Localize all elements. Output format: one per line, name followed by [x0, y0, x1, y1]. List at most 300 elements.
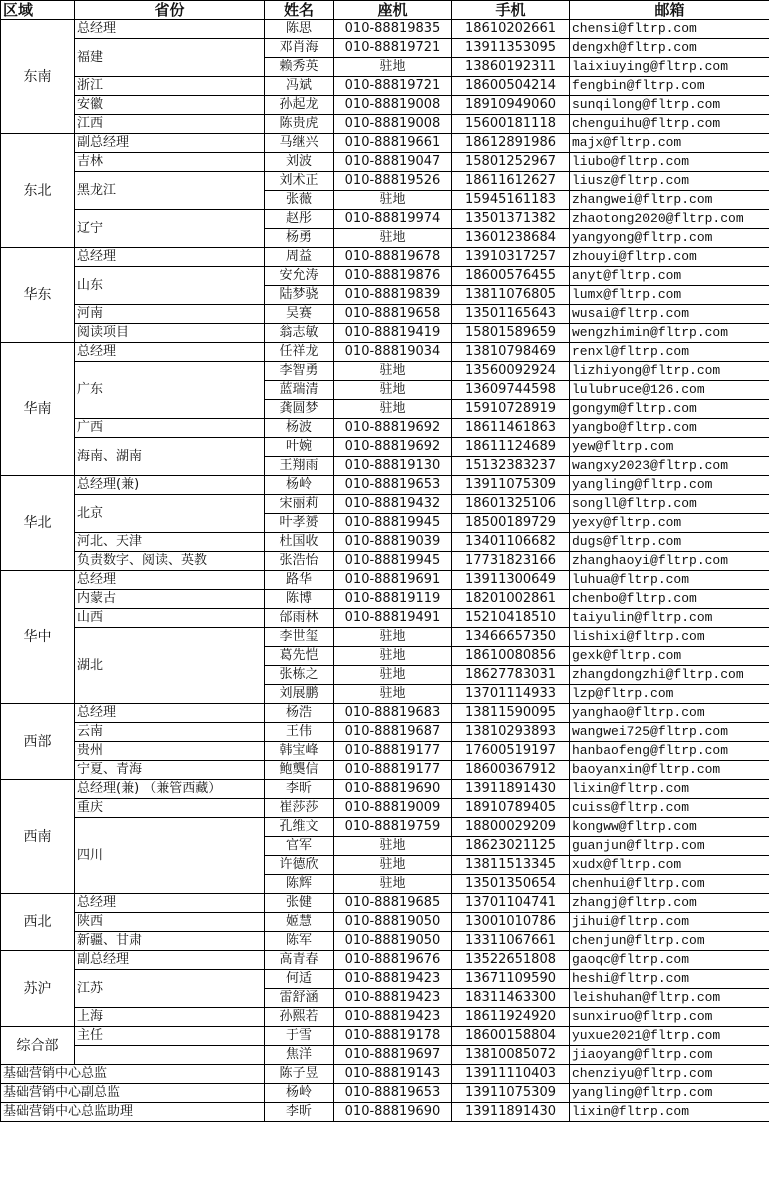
landline-cell: 010-88819009 [334, 799, 452, 818]
province-cell: 北京 [75, 495, 265, 533]
email-cell[interactable]: dugs@fltrp.com [570, 533, 769, 552]
region-cell: 综合部 [1, 1027, 75, 1065]
landline-cell: 010-88819697 [334, 1046, 452, 1065]
email-cell[interactable]: kongww@fltrp.com [570, 818, 769, 837]
region-cell: 华北 [1, 476, 75, 571]
region-cell: 华东 [1, 248, 75, 343]
mobile-cell: 13810293893 [452, 723, 570, 742]
landline-cell: 驻地 [334, 666, 452, 685]
province-cell: 上海 [75, 1008, 265, 1027]
region-cell: 华中 [1, 571, 75, 704]
name-cell: 崔莎莎 [265, 799, 334, 818]
name-cell: 于雪 [265, 1027, 334, 1046]
landline-cell: 010-88819039 [334, 533, 452, 552]
mobile-cell: 13810085072 [452, 1046, 570, 1065]
mobile-cell: 13810798469 [452, 343, 570, 362]
province-cell: 四川 [75, 818, 265, 894]
mobile-cell: 18201002861 [452, 590, 570, 609]
name-cell: 陈思 [265, 20, 334, 39]
province-cell: 新疆、甘肃 [75, 932, 265, 951]
mobile-cell: 13911110403 [452, 1065, 570, 1084]
landline-cell: 010-88819143 [334, 1065, 452, 1084]
table-row [1, 134, 769, 153]
landline-cell: 010-88819047 [334, 153, 452, 172]
email-cell[interactable]: wengzhimin@fltrp.com [570, 324, 769, 343]
name-cell: 李昕 [265, 780, 334, 799]
mobile-cell: 13311067661 [452, 932, 570, 951]
province-cell: 江西 [75, 115, 265, 134]
province-cell: 副总经理 [75, 951, 265, 970]
mobile-cell: 13466657350 [452, 628, 570, 647]
email-cell[interactable]: fengbin@fltrp.com [570, 77, 769, 96]
email-cell[interactable]: wusai@fltrp.com [570, 305, 769, 324]
email-cell[interactable]: lishixi@fltrp.com [570, 628, 769, 647]
header-name: 姓名 [265, 1, 334, 20]
email-cell[interactable]: laixiuying@fltrp.com [570, 58, 769, 77]
name-cell: 陈辉 [265, 875, 334, 894]
table-row [1, 780, 769, 799]
mobile-cell: 18611612627 [452, 172, 570, 191]
email-cell[interactable]: chenhui@fltrp.com [570, 875, 769, 894]
email-cell[interactable]: majx@fltrp.com [570, 134, 769, 153]
name-cell: 张栋之 [265, 666, 334, 685]
name-cell: 杜国收 [265, 533, 334, 552]
name-cell: 焦洋 [265, 1046, 334, 1065]
name-cell: 葛先恺 [265, 647, 334, 666]
name-cell: 王伟 [265, 723, 334, 742]
name-cell: 李智勇 [265, 362, 334, 381]
landline-cell: 010-88819876 [334, 267, 452, 286]
email-cell[interactable]: yuxue2021@fltrp.com [570, 1027, 769, 1046]
province-cell: 广西 [75, 419, 265, 438]
email-cell[interactable]: zhanghaoyi@fltrp.com [570, 552, 769, 571]
name-cell: 雷舒涵 [265, 989, 334, 1008]
mobile-cell: 18910789405 [452, 799, 570, 818]
landline-cell: 驻地 [334, 685, 452, 704]
mobile-cell: 13860192311 [452, 58, 570, 77]
table-row [1, 153, 769, 172]
table-row [1, 20, 769, 39]
email-cell[interactable]: taiyulin@fltrp.com [570, 609, 769, 628]
landline-cell: 010-88819653 [334, 476, 452, 495]
email-cell[interactable]: heshi@fltrp.com [570, 970, 769, 989]
region-cell: 西部 [1, 704, 75, 780]
email-cell[interactable]: luhua@fltrp.com [570, 571, 769, 590]
landline-cell: 010-88819177 [334, 742, 452, 761]
province-cell: 河北、天津 [75, 533, 265, 552]
mobile-cell: 13811590095 [452, 704, 570, 723]
email-cell[interactable]: lulubruce@126.com [570, 381, 769, 400]
mobile-cell: 13560092924 [452, 362, 570, 381]
header-region: 区域 [1, 1, 75, 20]
mobile-cell: 18910949060 [452, 96, 570, 115]
mobile-cell: 13609744598 [452, 381, 570, 400]
header-province: 省份 [75, 1, 265, 20]
mobile-cell: 13811076805 [452, 286, 570, 305]
name-cell: 邓肖海 [265, 39, 334, 58]
email-cell[interactable]: leishuhan@fltrp.com [570, 989, 769, 1008]
name-cell: 叶婉 [265, 438, 334, 457]
email-cell[interactable]: cuiss@fltrp.com [570, 799, 769, 818]
name-cell: 叶孝赟 [265, 514, 334, 533]
mobile-cell: 13522651808 [452, 951, 570, 970]
name-cell: 张薇 [265, 191, 334, 210]
landline-cell: 010-88819177 [334, 761, 452, 780]
name-cell: 杨浩 [265, 704, 334, 723]
mobile-cell: 13911300649 [452, 571, 570, 590]
name-cell: 许德欣 [265, 856, 334, 875]
email-cell[interactable]: jiaoyang@fltrp.com [570, 1046, 769, 1065]
landline-cell: 010-88819419 [334, 324, 452, 343]
mobile-cell: 18600576455 [452, 267, 570, 286]
email-cell[interactable]: yangyong@fltrp.com [570, 229, 769, 248]
title-cell: 基础营销中心总监助理 [1, 1103, 265, 1122]
table-row [1, 1027, 769, 1046]
email-cell[interactable]: anyt@fltrp.com [570, 267, 769, 286]
region-cell: 华南 [1, 343, 75, 476]
table-row [1, 590, 769, 609]
province-cell: 总经理 [75, 20, 265, 39]
province-cell: 海南、湖南 [75, 438, 265, 476]
name-cell: 陈贵虎 [265, 115, 334, 134]
title-cell: 基础营销中心副总监 [1, 1084, 265, 1103]
mobile-cell: 13811513345 [452, 856, 570, 875]
table-row [1, 704, 769, 723]
landline-cell: 010-88819692 [334, 438, 452, 457]
landline-cell: 驻地 [334, 58, 452, 77]
table-row [1, 39, 769, 58]
email-cell[interactable]: yew@fltrp.com [570, 438, 769, 457]
province-cell: 云南 [75, 723, 265, 742]
table-row [1, 324, 769, 343]
mobile-cell: 18600504214 [452, 77, 570, 96]
name-cell: 官军 [265, 837, 334, 856]
name-cell: 陈军 [265, 932, 334, 951]
province-cell: 副总经理 [75, 134, 265, 153]
email-cell[interactable]: lixin@fltrp.com [570, 1103, 769, 1122]
landline-cell: 驻地 [334, 381, 452, 400]
email-cell[interactable]: yangling@fltrp.com [570, 1084, 769, 1103]
email-cell[interactable]: zhaotong2020@fltrp.com [570, 210, 769, 229]
email-cell[interactable]: guanjun@fltrp.com [570, 837, 769, 856]
mobile-cell: 13671109590 [452, 970, 570, 989]
name-cell: 路华 [265, 571, 334, 590]
email-cell[interactable]: zhangwei@fltrp.com [570, 191, 769, 210]
landline-cell: 驻地 [334, 362, 452, 381]
mobile-cell: 18611461863 [452, 419, 570, 438]
mobile-cell: 15801252967 [452, 153, 570, 172]
province-cell: 陕西 [75, 913, 265, 932]
province-cell: 阅读项目 [75, 324, 265, 343]
landline-cell: 010-88819678 [334, 248, 452, 267]
mobile-cell: 18800029209 [452, 818, 570, 837]
email-cell[interactable]: zhouyi@fltrp.com [570, 248, 769, 267]
email-cell[interactable]: liubo@fltrp.com [570, 153, 769, 172]
mobile-cell: 13910317257 [452, 248, 570, 267]
table-row [1, 1103, 769, 1122]
landline-cell: 010-88819676 [334, 951, 452, 970]
landline-cell: 010-88819685 [334, 894, 452, 913]
table-row [1, 267, 769, 286]
table-row [1, 1008, 769, 1027]
landline-cell: 驻地 [334, 875, 452, 894]
email-cell[interactable]: jihui@fltrp.com [570, 913, 769, 932]
email-cell[interactable]: lixin@fltrp.com [570, 780, 769, 799]
region-cell: 东北 [1, 134, 75, 248]
mobile-cell: 15132383237 [452, 457, 570, 476]
mobile-cell: 13501165643 [452, 305, 570, 324]
email-cell[interactable]: liusz@fltrp.com [570, 172, 769, 191]
mobile-cell: 18311463300 [452, 989, 570, 1008]
email-cell[interactable]: xudx@fltrp.com [570, 856, 769, 875]
mobile-cell: 13501371382 [452, 210, 570, 229]
name-cell: 孔维文 [265, 818, 334, 837]
landline-cell: 010-88819683 [334, 704, 452, 723]
name-cell: 高青春 [265, 951, 334, 970]
table-row [1, 799, 769, 818]
header-row [1, 1, 769, 20]
landline-cell: 驻地 [334, 400, 452, 419]
mobile-cell: 13701104741 [452, 894, 570, 913]
email-cell[interactable]: wangwei725@fltrp.com [570, 723, 769, 742]
landline-cell: 010-88819050 [334, 913, 452, 932]
landline-cell: 驻地 [334, 856, 452, 875]
landline-cell: 010-88819945 [334, 514, 452, 533]
province-cell: 辽宁 [75, 210, 265, 248]
province-cell: 总经理 [75, 894, 265, 913]
mobile-cell: 18600158804 [452, 1027, 570, 1046]
mobile-cell: 18500189729 [452, 514, 570, 533]
name-cell: 陈博 [265, 590, 334, 609]
name-cell: 龚圆梦 [265, 400, 334, 419]
email-cell[interactable]: chenbo@fltrp.com [570, 590, 769, 609]
landline-cell: 010-88819034 [334, 343, 452, 362]
mobile-cell: 13911075309 [452, 1084, 570, 1103]
mobile-cell: 18623021125 [452, 837, 570, 856]
name-cell: 陈子昱 [265, 1065, 334, 1084]
email-cell[interactable]: hanbaofeng@fltrp.com [570, 742, 769, 761]
table-row [1, 210, 769, 229]
province-cell: 安徽 [75, 96, 265, 115]
table-row [1, 894, 769, 913]
landline-cell: 驻地 [334, 628, 452, 647]
mobile-cell: 15910728919 [452, 400, 570, 419]
province-cell: 总经理 [75, 343, 265, 362]
table-row [1, 77, 769, 96]
mobile-cell: 18610202661 [452, 20, 570, 39]
table-row [1, 476, 769, 495]
province-cell: 主任 [75, 1027, 265, 1046]
mobile-cell: 13911353095 [452, 39, 570, 58]
name-cell: 杨勇 [265, 229, 334, 248]
name-cell: 刘术正 [265, 172, 334, 191]
region-cell: 苏沪 [1, 951, 75, 1027]
landline-cell: 010-88819687 [334, 723, 452, 742]
name-cell: 孙起龙 [265, 96, 334, 115]
table-row [1, 742, 769, 761]
table-row [1, 248, 769, 267]
province-cell: 内蒙古 [75, 590, 265, 609]
mobile-cell: 18612891986 [452, 134, 570, 153]
table-row [1, 628, 769, 647]
mobile-cell: 18611924920 [452, 1008, 570, 1027]
table-row [1, 818, 769, 837]
table-row [1, 1084, 769, 1103]
province-cell [75, 1046, 265, 1065]
name-cell: 鲍龑信 [265, 761, 334, 780]
title-cell: 基础营销中心总监 [1, 1065, 265, 1084]
email-cell[interactable]: gongym@fltrp.com [570, 400, 769, 419]
mobile-cell: 13911891430 [452, 780, 570, 799]
table-row [1, 571, 769, 590]
landline-cell: 010-88819491 [334, 609, 452, 628]
landline-cell: 010-88819432 [334, 495, 452, 514]
name-cell: 赵彤 [265, 210, 334, 229]
mobile-cell: 18601325106 [452, 495, 570, 514]
email-cell[interactable]: gaoqc@fltrp.com [570, 951, 769, 970]
landline-cell: 010-88819130 [334, 457, 452, 476]
province-cell: 负责数字、阅读、英教 [75, 552, 265, 571]
name-cell: 宋丽莉 [265, 495, 334, 514]
landline-cell: 010-88819690 [334, 1103, 452, 1122]
mobile-cell: 18611124689 [452, 438, 570, 457]
province-cell: 黑龙江 [75, 172, 265, 210]
email-cell[interactable]: chenjun@fltrp.com [570, 932, 769, 951]
table-row [1, 305, 769, 324]
name-cell: 杨岭 [265, 476, 334, 495]
province-cell: 吉林 [75, 153, 265, 172]
landline-cell: 010-88819839 [334, 286, 452, 305]
email-cell[interactable]: yangling@fltrp.com [570, 476, 769, 495]
mobile-cell: 13401106682 [452, 533, 570, 552]
landline-cell: 010-88819423 [334, 970, 452, 989]
name-cell: 邰雨林 [265, 609, 334, 628]
landline-cell: 010-88819691 [334, 571, 452, 590]
province-cell: 重庆 [75, 799, 265, 818]
mobile-cell: 13601238684 [452, 229, 570, 248]
province-cell: 河南 [75, 305, 265, 324]
mobile-cell: 18610080856 [452, 647, 570, 666]
mobile-cell: 13501350654 [452, 875, 570, 894]
email-cell[interactable]: chensi@fltrp.com [570, 20, 769, 39]
table-row [1, 172, 769, 191]
mobile-cell: 13911075309 [452, 476, 570, 495]
name-cell: 张健 [265, 894, 334, 913]
name-cell: 何适 [265, 970, 334, 989]
landline-cell: 010-88819759 [334, 818, 452, 837]
email-cell[interactable]: chenziyu@fltrp.com [570, 1065, 769, 1084]
name-cell: 陆梦骁 [265, 286, 334, 305]
email-cell[interactable]: zhangdongzhi@fltrp.com [570, 666, 769, 685]
province-cell: 湖北 [75, 628, 265, 704]
mobile-cell: 13911891430 [452, 1103, 570, 1122]
region-cell: 东南 [1, 20, 75, 134]
landline-cell: 010-88819526 [334, 172, 452, 191]
name-cell: 翁志敏 [265, 324, 334, 343]
email-cell[interactable]: gexk@fltrp.com [570, 647, 769, 666]
table-row [1, 343, 769, 362]
landline-cell: 010-88819008 [334, 96, 452, 115]
name-cell: 任祥龙 [265, 343, 334, 362]
table-row [1, 438, 769, 457]
province-cell: 山东 [75, 267, 265, 305]
landline-cell: 010-88819721 [334, 77, 452, 96]
email-cell[interactable]: sunxiruo@fltrp.com [570, 1008, 769, 1027]
landline-cell: 010-88819423 [334, 1008, 452, 1027]
landline-cell: 010-88819653 [334, 1084, 452, 1103]
mobile-cell: 18600367912 [452, 761, 570, 780]
mobile-cell: 15801589659 [452, 324, 570, 343]
email-cell[interactable]: yanghao@fltrp.com [570, 704, 769, 723]
name-cell: 蓝瑞清 [265, 381, 334, 400]
header-email: 邮箱 [570, 1, 769, 20]
email-cell[interactable]: lumx@fltrp.com [570, 286, 769, 305]
email-cell[interactable]: yangbo@fltrp.com [570, 419, 769, 438]
email-cell[interactable]: renxl@fltrp.com [570, 343, 769, 362]
email-cell[interactable]: zhangj@fltrp.com [570, 894, 769, 913]
table-row [1, 533, 769, 552]
table-row [1, 761, 769, 780]
email-cell[interactable]: sunqilong@fltrp.com [570, 96, 769, 115]
landline-cell: 010-88819178 [334, 1027, 452, 1046]
email-cell[interactable]: wangxy2023@fltrp.com [570, 457, 769, 476]
email-cell[interactable]: lzp@fltrp.com [570, 685, 769, 704]
province-cell: 总经理(兼) （兼管西藏） [75, 780, 265, 799]
province-cell: 贵州 [75, 742, 265, 761]
landline-cell: 010-88819692 [334, 419, 452, 438]
name-cell: 吴赛 [265, 305, 334, 324]
mobile-cell: 15210418510 [452, 609, 570, 628]
name-cell: 刘展鹏 [265, 685, 334, 704]
mobile-cell: 17600519197 [452, 742, 570, 761]
name-cell: 孙熙若 [265, 1008, 334, 1027]
table-row [1, 362, 769, 381]
province-cell: 福建 [75, 39, 265, 77]
landline-cell: 010-88819835 [334, 20, 452, 39]
name-cell: 马继兴 [265, 134, 334, 153]
province-cell: 山西 [75, 609, 265, 628]
table-row [1, 970, 769, 989]
mobile-cell: 15945161183 [452, 191, 570, 210]
email-cell[interactable]: dengxh@fltrp.com [570, 39, 769, 58]
name-cell: 姬慧 [265, 913, 334, 932]
email-cell[interactable]: baoyanxin@fltrp.com [570, 761, 769, 780]
table-row [1, 1046, 769, 1065]
mobile-cell: 17731823166 [452, 552, 570, 571]
email-cell[interactable]: songll@fltrp.com [570, 495, 769, 514]
email-cell[interactable]: chenguihu@fltrp.com [570, 115, 769, 134]
province-cell: 浙江 [75, 77, 265, 96]
province-cell: 总经理 [75, 704, 265, 723]
name-cell: 周益 [265, 248, 334, 267]
landline-cell: 驻地 [334, 837, 452, 856]
landline-cell: 010-88819721 [334, 39, 452, 58]
table-row [1, 951, 769, 970]
landline-cell: 010-88819423 [334, 989, 452, 1008]
landline-cell: 010-88819690 [334, 780, 452, 799]
name-cell: 韩宝峰 [265, 742, 334, 761]
name-cell: 刘波 [265, 153, 334, 172]
table-row [1, 96, 769, 115]
table-row [1, 495, 769, 514]
email-cell[interactable]: lizhiyong@fltrp.com [570, 362, 769, 381]
mobile-cell: 13701114933 [452, 685, 570, 704]
landline-cell: 010-88819661 [334, 134, 452, 153]
email-cell[interactable]: yexy@fltrp.com [570, 514, 769, 533]
table-row [1, 419, 769, 438]
landline-cell: 010-88819050 [334, 932, 452, 951]
province-cell: 宁夏、青海 [75, 761, 265, 780]
